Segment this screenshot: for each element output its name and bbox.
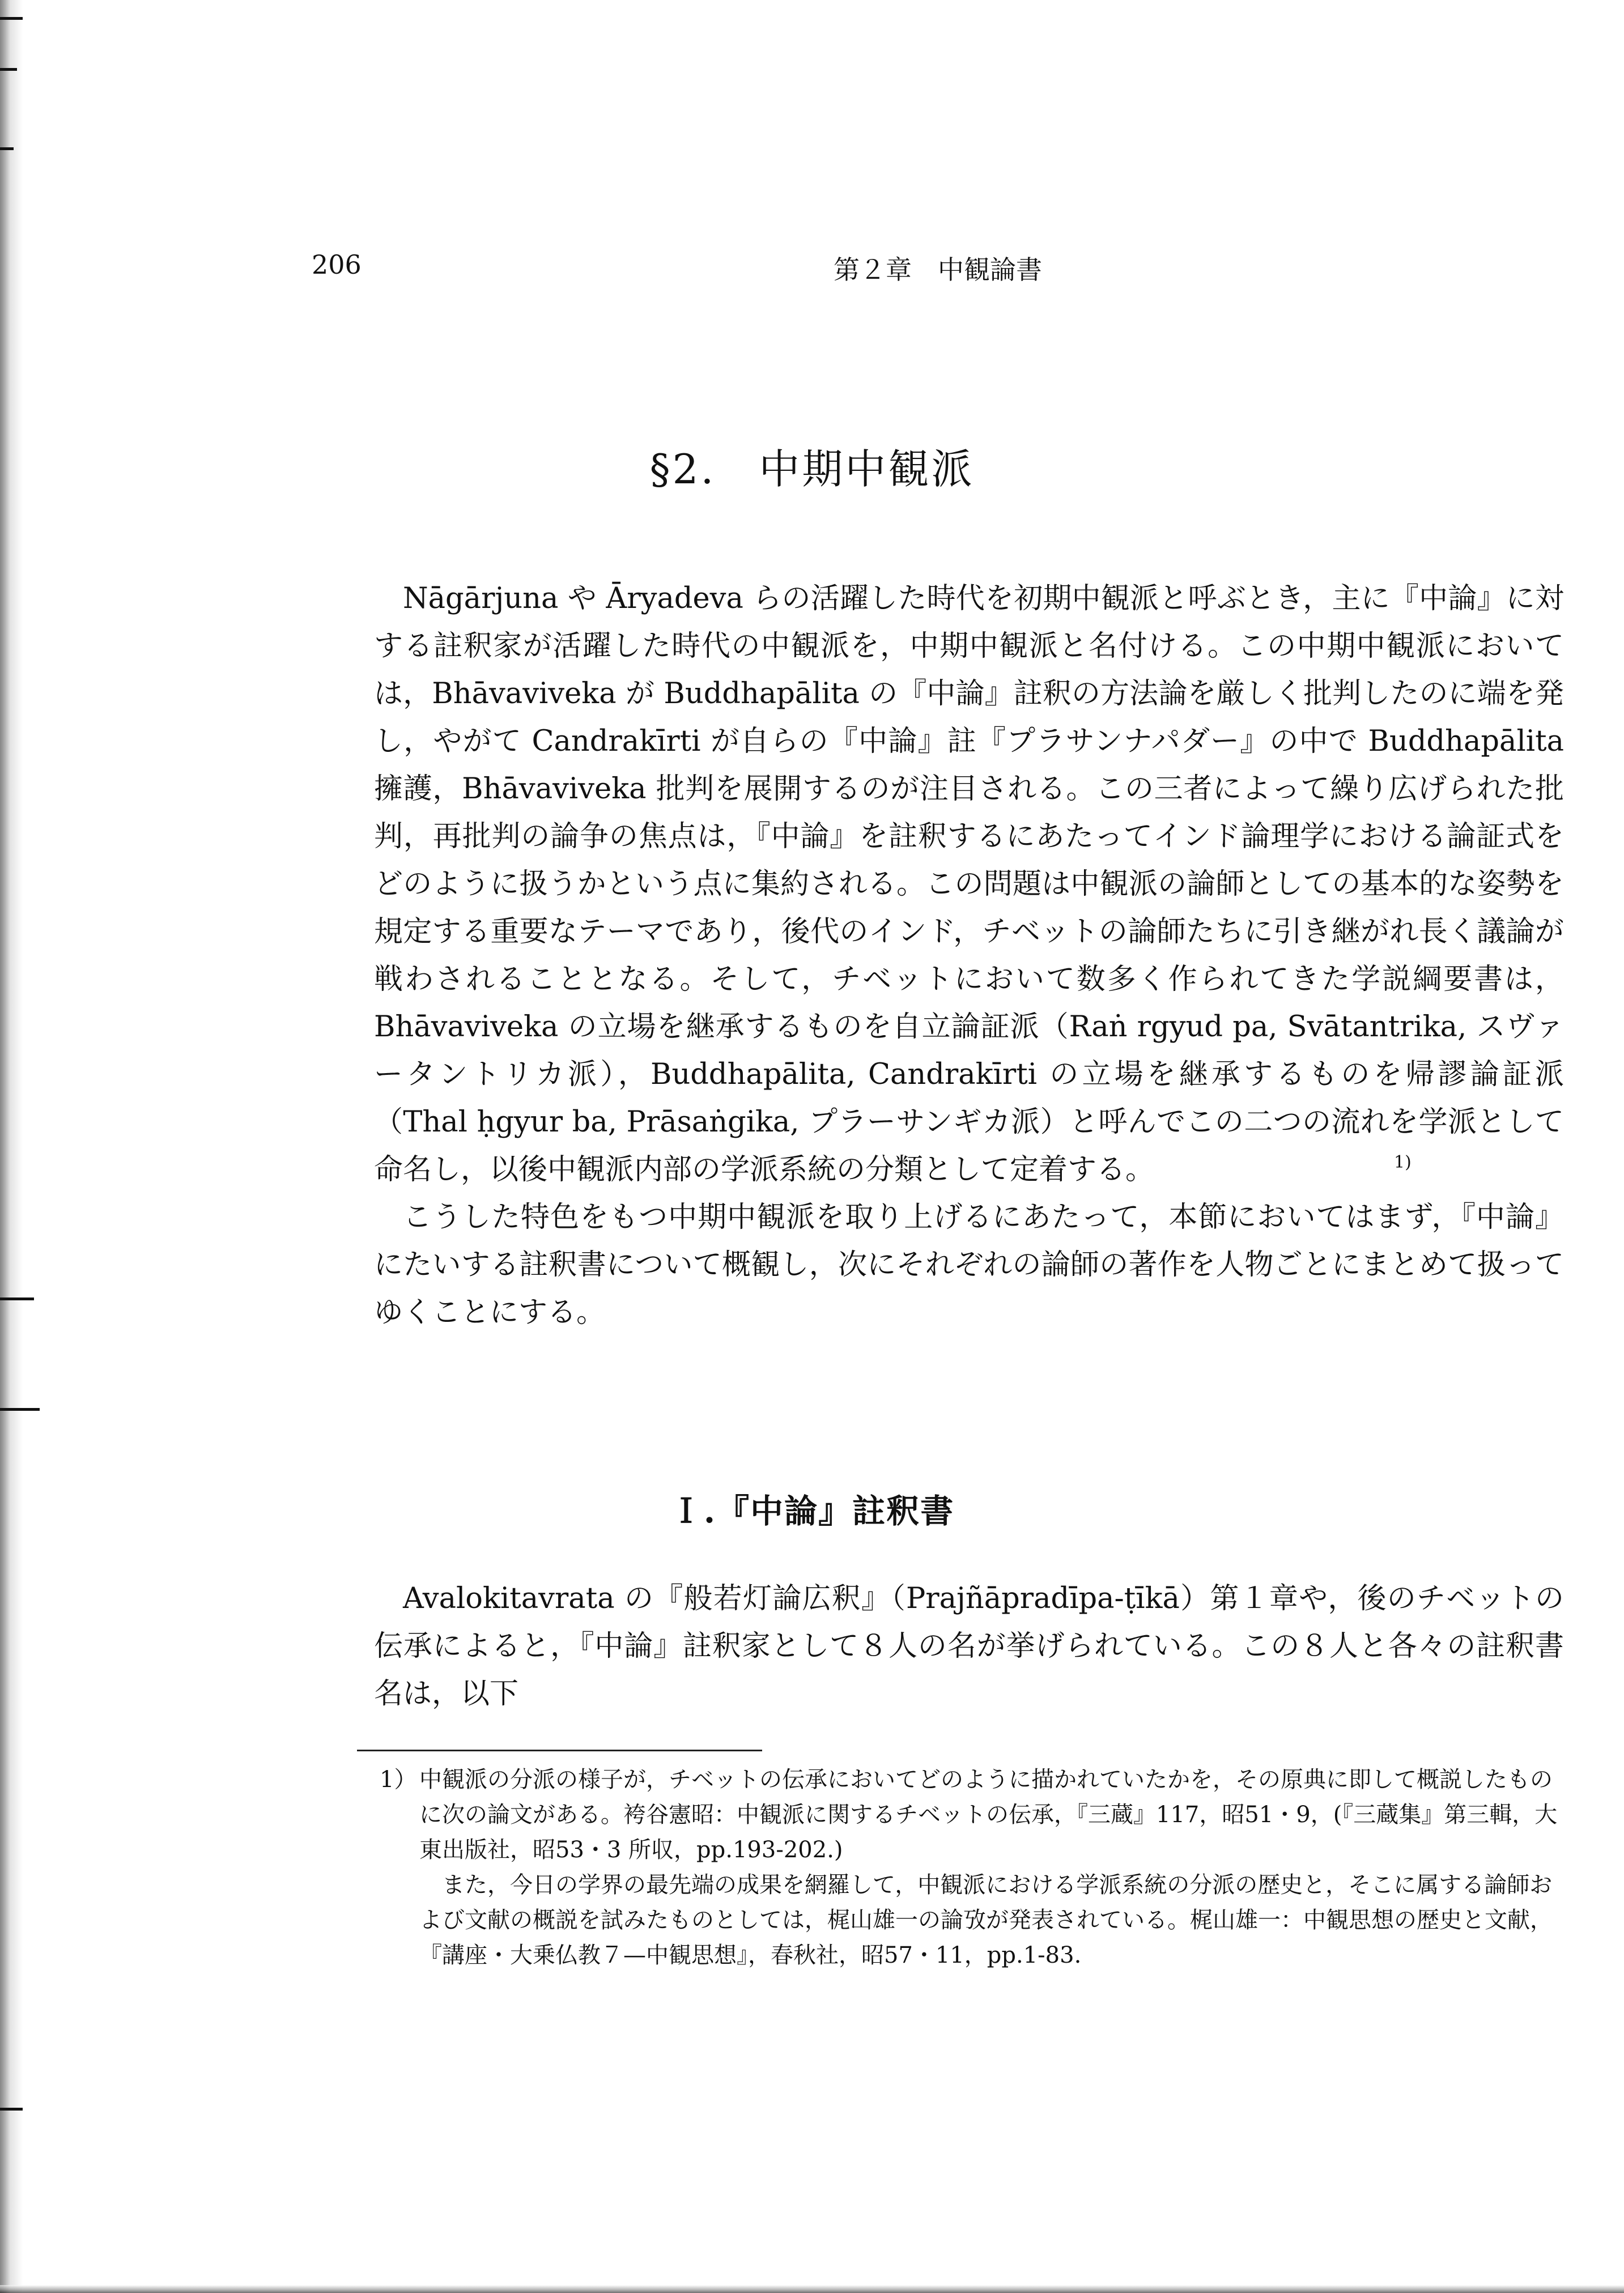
scan-bottom-edge — [0, 2285, 1624, 2293]
chapter-title: 第２章 中観論書 — [834, 254, 1042, 285]
footnote-label: 1） — [380, 1767, 417, 1793]
paragraph: こうした特色をもつ中期中観派を取り上げるにあたって，本節においてはまず，『中論』にたいする註釈書について概観し，次にそれぞれの論師の著作を人物ごとにまとめて扱ってゆくことにする。 — [374, 1201, 1564, 1329]
footnote — [380, 1762, 1564, 1973]
footnote-text: 中観派の分派の様子が，チベットの伝承においてどのように描かれていたかを，その原典に即して概説したものに次の論文がある。袴谷憲昭：中観派に関するチベットの伝承，『三蔵』117，昭51・9，(『三蔵集』第三輯，大東出版社，昭53・3 所収，pp.193-202.) — [419, 1767, 1558, 1863]
page-number: 206 — [312, 249, 362, 280]
subsection-title: Ｉ.『中論』註釈書 — [669, 1492, 955, 1530]
section-body — [374, 575, 1564, 1337]
scan-edge-mark — [0, 2108, 23, 2111]
subsection-body — [374, 1575, 1564, 1718]
scan-edge-mark — [0, 1297, 34, 1300]
paragraph: Avalokitavrata の『般若灯論広釈』（Prajñāpradīpa-ṭīkā）第１章や，後のチベットの伝承によると，『中論』註釈家として８人の名が挙げられている。この８人と各々の註釈書名は，以下 — [374, 1582, 1564, 1711]
footnote-text: また，今日の学界の最先端の成果を網羅して，中観派における学派系統の分派の歴史と，そこに属する論師および文献の概説を試みたものとしては，梶山雄一の論攷が発表されている。梶山雄一：中観思想の歴史と文献，『講座・大乗仏教７—中観思想』，春秋社，昭57・11，pp.1-83. — [419, 1872, 1553, 1968]
scan-edge-mark — [0, 17, 23, 20]
footnotes — [380, 1762, 1564, 1973]
scan-edge-mark — [0, 1408, 40, 1411]
paragraph: Nāgārjuna や Āryadeva らの活躍した時代を初期中観派と呼ぶとき，主に『中論』に対する註釈家が活躍した時代の中観派を，中期中観派と名付ける。この中期中観派においては，Bhāvaviveka が Buddhapālita の『中論』註釈の方法論を厳しく批判したのに端を発し，やがて Candrakīrti が自らの『中論』註『プラサンナパダー』の中で Buddhapālita 擁護，Bhāvaviveka 批判を展開するのが注目される。この三者によって繰り広げられた批判，再批判の論争の焦点は，『中論』を註釈するにあたってインド論理学における論証式をどのように扱うかという点に集約される。この問題は中観派の論師としての基本的な姿勢を規定する重要なテーマであり，後代のインド，チベットの論師たちに引き継がれ長く議論が戦わされることとなる。そして，チベットにおいて数多く作られてきた学説綱要書は，Bhāvaviveka の立場を継承するものを自立論証派（Raṅ rgyud pa, Svātantrika, スヴァータントリカ派），Buddhapālita, Candrakīrti の立場を継承するものを帰謬論証派（Thal ḥgyur ba, Prāsaṅgika, プラーサンギカ派）と呼んでこの二つの流れを学派として命名し，以後中観派内部の学派系統の分類として定着する。 — [374, 582, 1564, 1186]
scan-edge-mark — [0, 68, 17, 71]
section-title: §2. 中期中観派 — [649, 445, 975, 493]
scan-edge-shadow — [0, 0, 40, 2293]
running-head — [312, 249, 1564, 289]
scan-edge-mark — [0, 147, 14, 150]
footnote-divider — [357, 1750, 762, 1751]
footnote-marker: 1) — [1394, 1152, 1412, 1172]
